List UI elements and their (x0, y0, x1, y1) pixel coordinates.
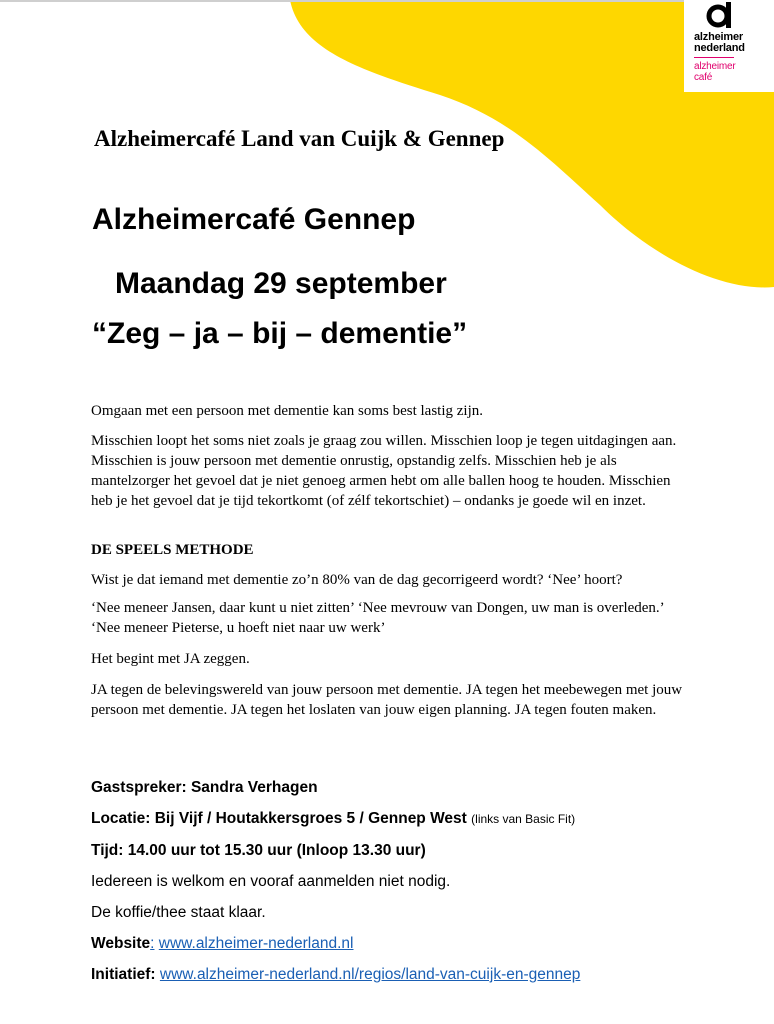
location-note: (links van Basic Fit) (471, 812, 576, 826)
body-paragraph-4: ‘Nee meneer Jansen, daar kunt u niet zitten’ ‘Nee mevrouw van Dongen, uw man is overleden.’ ‘Nee meneer Pieterse, u hoeft niet naar uw werk’ (91, 600, 664, 636)
speaker-line: Gastspreker: Sandra Verhagen (91, 779, 318, 796)
body-paragraph-2: Misschien loopt het soms niet zoals je graag zou willen. Misschien loop je tegen uitdagingen aan. Misschien is jouw persoon met dementie onrustig, opstandig zelfs. Misschien heb je als mantelzorger het gevoel dat je niet genoeg armen hebt om alle ballen hoog te houden. Misschien heb je het gevoel dat je tijd tekortkomt (of zélf tekortschiet) – ondanks je goede wil en inzet. (91, 433, 677, 509)
top-border (0, 0, 774, 2)
body-paragraph-5: Het begint met JA zeggen. (91, 651, 250, 667)
time-line: Tijd: 14.00 uur tot 15.30 uur (Inloop 13.30 uur) (91, 842, 426, 859)
alzheimer-nederland-logo (684, 0, 774, 92)
website-line (91, 935, 354, 953)
initiative-link[interactable]: www.alzheimer-nederland.nl/regios/land-van-cuijk-en-gennep (159, 966, 581, 983)
coffee-line: De koffie/thee staat klaar. (91, 904, 266, 921)
website-separator: : (150, 935, 155, 952)
logo-a-icon (703, 2, 737, 28)
body-paragraph-6: JA tegen de belevingswereld van jouw persoon met dementie. JA tegen het meebewegen met jouw persoon met dementie. JA tegen het loslaten van jouw eigen planning. JA tegen fouten maken. (91, 682, 683, 718)
initiative-label: Initiatief: (91, 966, 156, 983)
logo-divider (694, 57, 734, 58)
website-label: Website (91, 935, 151, 952)
document-subtitle: Alzheimercafé Land van Cuijk & Gennep (94, 126, 505, 151)
logo-text-nederland: nederland (694, 42, 745, 54)
event-date: Maandag 29 september (115, 267, 447, 300)
website-link[interactable]: www.alzheimer-nederland.nl (158, 935, 354, 952)
welcome-line: Iedereen is welkom en vooraf aanmelden niet nodig. (91, 873, 451, 890)
section-heading: DE SPEELS METHODE (91, 542, 254, 558)
location-text: Locatie: Bij Vijf / Houtakkersgroes 5 / Gennep West (91, 810, 467, 827)
event-theme: “Zeg – ja – bij – dementie” (92, 317, 468, 350)
logo-text-alzheimer-cafe-1: alzheimer (694, 61, 736, 72)
body-paragraph-3: Wist je dat iemand met dementie zo’n 80% van de dag gecorrigeerd wordt? ‘Nee’ hoort? (91, 572, 623, 588)
event-title: Alzheimercafé Gennep (92, 203, 416, 236)
initiative-line (91, 966, 580, 984)
logo-text-alzheimer-cafe-2: café (694, 72, 713, 83)
location-line (91, 810, 575, 828)
logo-text-alzheimer: alzheimer (694, 31, 743, 43)
intro-paragraph: Omgaan met een persoon met dementie kan soms best lastig zijn. (91, 403, 483, 419)
